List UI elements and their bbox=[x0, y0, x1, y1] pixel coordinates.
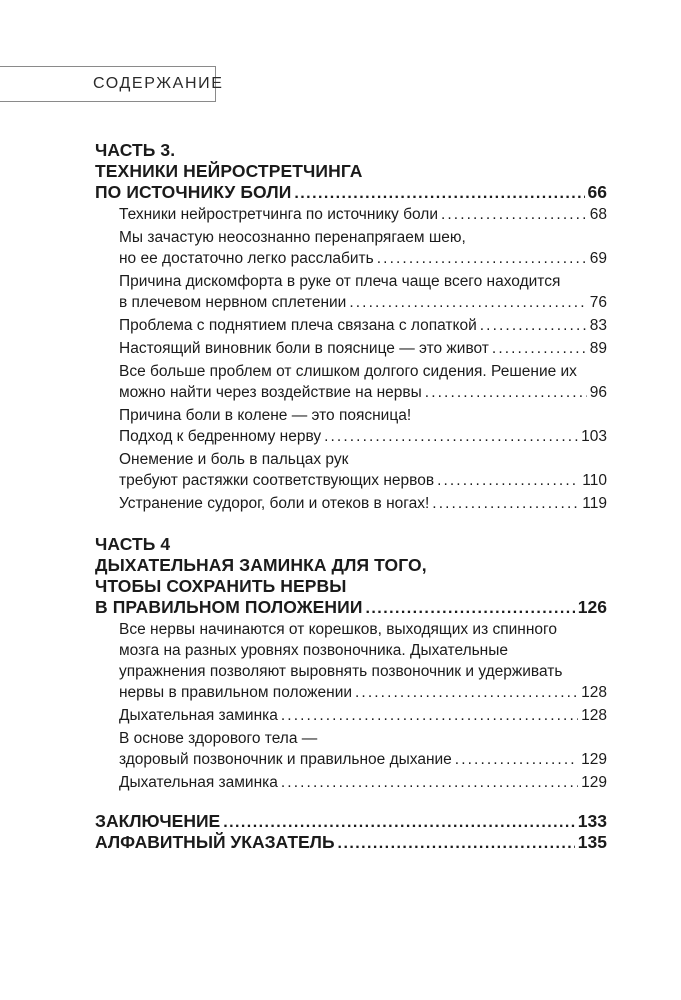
toc-entry[interactable] bbox=[119, 493, 607, 514]
entry-title: АЛФАВИТНЫЙ УКАЗАТЕЛЬ bbox=[95, 832, 335, 852]
page-number: 128 bbox=[581, 707, 607, 724]
part-3 bbox=[95, 140, 607, 514]
entry-title: можно найти через воздействие на нервы bbox=[119, 384, 422, 401]
part-title-entry[interactable] bbox=[95, 597, 607, 618]
entry-title: ЗАКЛЮЧЕНИЕ bbox=[95, 811, 221, 831]
page-number: 110 bbox=[582, 472, 607, 489]
dot-leader bbox=[223, 814, 575, 832]
part-label: ЧАСТЬ 3. bbox=[95, 140, 176, 160]
entry-title: Проблема с поднятием плеча связана с лопаткой bbox=[119, 317, 477, 334]
entry-line: Онемение и боль в пальцах рук bbox=[119, 451, 349, 468]
dot-leader bbox=[294, 185, 584, 203]
toc-entry[interactable] bbox=[119, 338, 607, 359]
entry-title: но ее достаточно легко расслабить bbox=[119, 250, 374, 267]
dot-leader bbox=[441, 204, 587, 225]
page-number: 76 bbox=[589, 294, 607, 311]
dot-leader bbox=[377, 248, 587, 269]
page-number: 135 bbox=[577, 832, 607, 852]
dot-leader bbox=[366, 600, 575, 618]
toc-entry[interactable] bbox=[119, 705, 607, 726]
entry-line: Причина боли в колене — это поясница! bbox=[119, 407, 412, 424]
page-number: 66 bbox=[587, 182, 607, 202]
entry-line: Все больше проблем от слишком долгого сидения. Решение их bbox=[119, 363, 577, 380]
page-number: 133 bbox=[577, 811, 607, 831]
dot-leader bbox=[281, 772, 578, 793]
page-number: 103 bbox=[581, 428, 607, 445]
entry-title: Устранение судорог, боли и отеков в ногах! bbox=[119, 495, 430, 512]
entry-line: Мы зачастую неосознанно перенапрягаем шею, bbox=[119, 229, 466, 246]
page-number: 126 bbox=[577, 597, 607, 617]
dot-leader bbox=[437, 470, 579, 491]
entry-title: Техники нейростретчинга по источнику боли bbox=[119, 206, 438, 223]
toc-entry[interactable] bbox=[119, 315, 607, 336]
entry-title: Дыхательная заминка bbox=[119, 774, 278, 791]
dot-leader bbox=[432, 493, 579, 514]
entry-line: упражнения позволяют выровнять позвоночник и удерживать bbox=[119, 663, 563, 680]
entry-title: в плечевом нервном сплетении bbox=[119, 294, 347, 311]
page-number: 129 bbox=[581, 751, 607, 768]
dot-leader bbox=[492, 338, 587, 359]
entry-title: требуют растяжки соответствующих нервов bbox=[119, 472, 435, 489]
toc-entry-conclusion[interactable] bbox=[95, 811, 607, 832]
part-title-line: ДЫХАТЕЛЬНАЯ ЗАМИНКА ДЛЯ ТОГО, bbox=[95, 555, 427, 575]
toc-entry[interactable] bbox=[119, 619, 607, 703]
page-number: 83 bbox=[589, 317, 607, 334]
part-3-entries bbox=[119, 204, 607, 514]
dot-leader bbox=[338, 835, 575, 853]
entry-title: нервы в правильном положении bbox=[119, 684, 353, 701]
back-matter bbox=[95, 811, 607, 853]
dot-leader bbox=[349, 292, 586, 313]
toc-entry[interactable] bbox=[119, 449, 607, 491]
entry-title: Подход к бедренному нерву bbox=[119, 428, 322, 445]
part-label: ЧАСТЬ 4 bbox=[95, 534, 171, 554]
toc-entry[interactable] bbox=[119, 204, 607, 225]
toc-entry[interactable] bbox=[119, 227, 607, 269]
toc-entry[interactable] bbox=[119, 728, 607, 770]
part-title-last: В ПРАВИЛЬНОМ ПОЛОЖЕНИИ bbox=[95, 597, 363, 617]
entry-line: В основе здорового тела — bbox=[119, 730, 318, 747]
table-of-contents bbox=[95, 140, 607, 853]
toc-entry[interactable] bbox=[119, 271, 607, 313]
entry-title: Настоящий виновник боли в пояснице — это живот bbox=[119, 340, 489, 357]
part-title-last: ПО ИСТОЧНИКУ БОЛИ bbox=[95, 182, 292, 202]
toc-entry[interactable] bbox=[119, 361, 607, 403]
dot-leader bbox=[324, 426, 578, 447]
toc-entry[interactable] bbox=[119, 405, 607, 447]
entry-line: Все нервы начинаются от корешков, выходящих из спинного bbox=[119, 621, 557, 638]
dot-leader bbox=[355, 682, 578, 703]
part-4 bbox=[95, 534, 607, 793]
part-title-line: ТЕХНИКИ НЕЙРОСТРЕТЧИНГА bbox=[95, 161, 363, 181]
page-number: 128 bbox=[581, 684, 607, 701]
page-number: 96 bbox=[589, 384, 607, 401]
toc-entry-index[interactable] bbox=[95, 832, 607, 853]
page-number: 89 bbox=[589, 340, 607, 357]
entry-title: Дыхательная заминка bbox=[119, 707, 278, 724]
dot-leader bbox=[480, 315, 587, 336]
entry-title: здоровый позвоночник и правильное дыхание bbox=[119, 751, 452, 768]
part-title-entry[interactable] bbox=[95, 182, 607, 203]
page-number: 69 bbox=[589, 250, 607, 267]
part-title-line: ЧТОБЫ СОХРАНИТЬ НЕРВЫ bbox=[95, 576, 347, 596]
page-number: 129 bbox=[581, 774, 607, 791]
part-4-entries bbox=[119, 619, 607, 793]
entry-line: Причина дискомфорта в руке от плеча чаще всего находится bbox=[119, 273, 561, 290]
dot-leader bbox=[455, 749, 578, 770]
page-number: 119 bbox=[582, 495, 607, 512]
page-number: 68 bbox=[589, 206, 607, 223]
running-header: СОДЕРЖАНИЕ bbox=[93, 75, 224, 92]
toc-entry[interactable] bbox=[119, 772, 607, 793]
entry-line: мозга на разных уровнях позвоночника. Дыхательные bbox=[119, 642, 509, 659]
dot-leader bbox=[281, 705, 578, 726]
dot-leader bbox=[425, 382, 587, 403]
